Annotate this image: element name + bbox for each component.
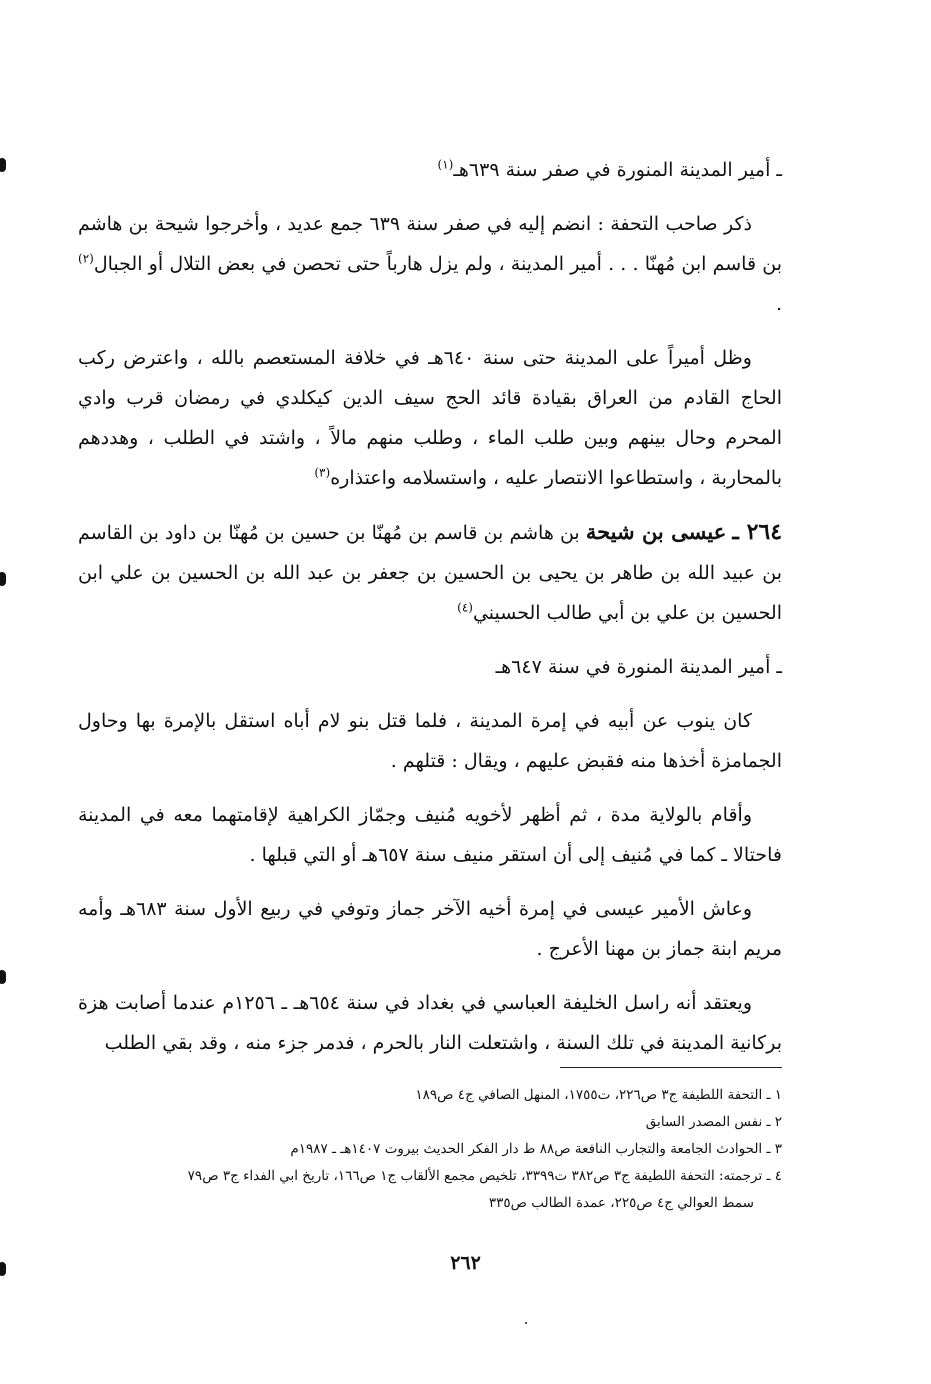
paragraph-tail: .	[775, 293, 782, 315]
paragraph-text: وعاش الأمير عيسى في إمرة أخيه الآخر جماز وتوفي في ربيع الأول سنة ٦٨٣هـ وأمه مريم ابنة جماز بن مهنا الأعرج .	[78, 898, 782, 960]
footnote-3: ٣ ـ الحوادث الجامعة والتجارب النافعة ص٨٨ ط دار الفكر الحديث بيروت ١٤٠٧هـ ـ ١٩٨٧م	[290, 1141, 782, 1157]
binding-hole-mark	[0, 970, 6, 984]
footnote-4-continued: سمط العوالي ج٤ ص٢٢٥، عمدة الطالب ص٣٣٥	[488, 1195, 754, 1211]
paragraph-text: كان ينوب عن أبيه في إمرة المدينة ، فلما قتل بنو لام أباه استقل بالإمرة بها وحاول الجمامزة أخذها منه فقبض عليهم ، ويقال : قتلهم .	[78, 710, 782, 772]
entry-name: عيسى بن شيحة	[585, 519, 727, 544]
footnote-ref: (١)	[437, 157, 454, 172]
paragraph-text: وأقام بالولاية مدة ، ثم أظهر لأخويه مُنيف وجمّاز الكراهية لإقامتهما معه في المدينة فاحتالا ـ كما في مُنيف إلى أن استقر منيف سنة ٦٥٧هـ أو التي قبلها .	[78, 804, 782, 866]
paragraph-1	[78, 150, 782, 190]
footnote-2: ٢ ـ نفس المصدر السابق	[645, 1114, 782, 1130]
paragraph-text: وظل أميراً على المدينة حتى سنة ٦٤٠هـ في خلافة المستعصم بالله ، واعترض ركب الحاج القادم من العراق بقيادة قائد الحج سيف الدين كيكلدي في رمضان قرب وادي المحرم وحال بينهم وبين طلب الماء ، وطلب منهم مالاً ، واشتد في الطلب ، وهددهم بالمحاربة ، واستطاعوا الانتصار عليه ، واستسلامه واعتذاره	[78, 347, 782, 489]
paragraph-text: ـ أمير المدينة المنورة في صفر سنة ٦٣٩هـ	[453, 159, 782, 181]
scan-speck	[525, 1322, 527, 1324]
binding-hole-mark	[0, 1262, 6, 1276]
binding-hole-mark	[0, 158, 6, 172]
footnote-ref: (٢)	[78, 251, 94, 266]
footnote-4: ٤ ـ ترجمته: التحفة اللطيفة ج٣ ص٣٨٢ ت٣٣٩٩، تلخيص مجمع الألقاب ج١ ص١٦٦، تاريخ ابي الفداء ج٣ ص٧٩	[187, 1168, 782, 1184]
paragraph-text: ذكر صاحب التحفة : انضم إليه في صفر سنة ٦٣٩ جمع عديد ، وأخرجوا شيحة بن هاشم بن قاسم ابن مُهنّا . . . أمير المدينة ، ولم يزل هارباً حتى تحصن في بعض التلال أو الجبال	[78, 213, 782, 275]
paragraph-3	[78, 338, 782, 498]
footnote-ref: (٤)	[457, 600, 473, 615]
paragraph-8	[78, 889, 782, 969]
paragraph-text: ويعتقد أنه راسل الخليفة العباسي في بغداد في سنة ٦٥٤هـ ـ ١٢٥٦م عندما أصابت هزة بركانية المدينة في تلك السنة ، واشتعلت النار بالحرم ، فدمر جزء منه ، وقد بقي الطلب	[78, 992, 782, 1054]
biography-entry	[78, 512, 782, 633]
paragraph-7	[78, 795, 782, 875]
paragraph-text: ـ أمير المدينة المنورة في سنة ٦٤٧هـ	[495, 656, 782, 678]
paragraph-9	[78, 983, 782, 1063]
binding-hole-mark	[0, 572, 6, 586]
footnote-separator	[560, 1067, 782, 1068]
footnotes	[78, 1082, 782, 1217]
footnote-1: ١ ـ التحفة اللطيفة ج٣ ص٢٢٦، ت١٧٥٥، المنهل الصافي ج٤ ص١٨٩	[415, 1087, 782, 1103]
paragraph-2	[78, 204, 782, 324]
entry-number: ٢٦٤ ـ	[732, 519, 783, 545]
page-number: ٢٦٢	[450, 1252, 481, 1274]
footnote-ref: (٣)	[314, 465, 331, 480]
entry-lineage: بن هاشم بن قاسم بن مُهنّا بن حسين بن مُهنّا بن داود بن القاسم بن عبيد الله بن طاهر بن يحيى بن الحسين بن جعفر بن عبد الله بن الحسين بن علي ابن الحسين بن علي بن أبي طالب الحسيني	[78, 522, 782, 624]
main-text	[78, 150, 782, 1077]
paragraph-6	[78, 701, 782, 781]
paragraph-5	[78, 647, 782, 687]
